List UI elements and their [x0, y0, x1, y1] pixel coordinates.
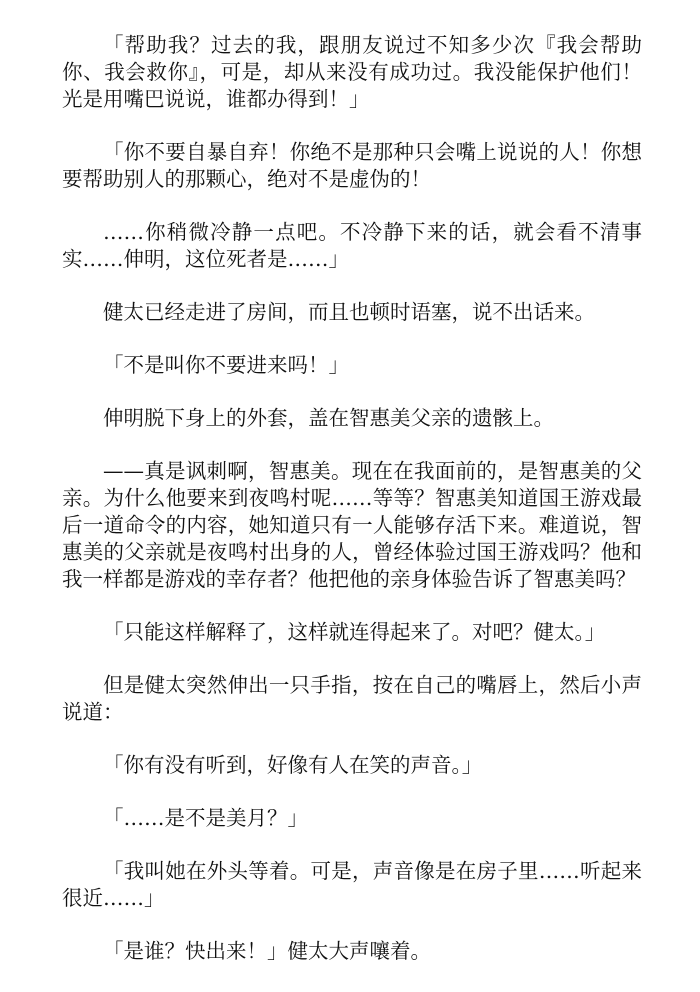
- paragraph: 「是谁？快出来！」健太大声嚷着。: [103, 939, 431, 963]
- body-text: [62, 32, 642, 991]
- paragraph: 「……是不是美月？」: [103, 806, 308, 830]
- paragraph: 「帮助我？过去的我，跟朋友说过不知多少次『我会帮助你、我会救你』，可是，却从来没有成功过。我没能保护他们！光是用嘴巴说说，谁都办得到！」: [62, 33, 642, 111]
- paragraph: ……你稍微冷静一点吧。不冷静下来的话，就会看不清事实……伸明，这位死者是……」: [62, 220, 642, 271]
- paragraph: 但是健太突然伸出一只手指，按在自己的嘴唇上，然后小声说道：: [62, 673, 642, 724]
- paragraph: 健太已经走进了房间，而且也顿时语塞，说不出话来。: [103, 300, 595, 324]
- paragraph: 伸明脱下身上的外套，盖在智惠美父亲的遗骸上。: [103, 406, 554, 430]
- paragraph: 「我叫她在外头等着。可是，声音像是在房子里……听起来很近……」: [62, 859, 642, 910]
- paragraph: 「只能这样解释了，这样就连得起来了。对吧？健太。」: [103, 620, 606, 644]
- paragraph: 「你有没有听到，好像有人在笑的声音。」: [103, 753, 483, 777]
- paragraph: 「不是叫你不要进来吗！」: [103, 353, 349, 377]
- paragraph: 「你不要自暴自弃！你绝不是那种只会嘴上说说的人！你想要帮助别人的那颗心，绝对不是虚伪的！: [62, 140, 642, 191]
- paragraph: ——真是讽刺啊，智惠美。现在在我面前的，是智惠美的父亲。为什么他要来到夜鸣村呢……等等？智惠美知道国王游戏最后一道命令的内容，她知道只有一人能够存活下来。难道说，智惠美的父亲就是夜鸣村出身的人，曾经体验过国王游戏吗？他和我一样都是游戏的幸存者？他把他的亲身体验告诉了智惠美吗？: [62, 459, 642, 591]
